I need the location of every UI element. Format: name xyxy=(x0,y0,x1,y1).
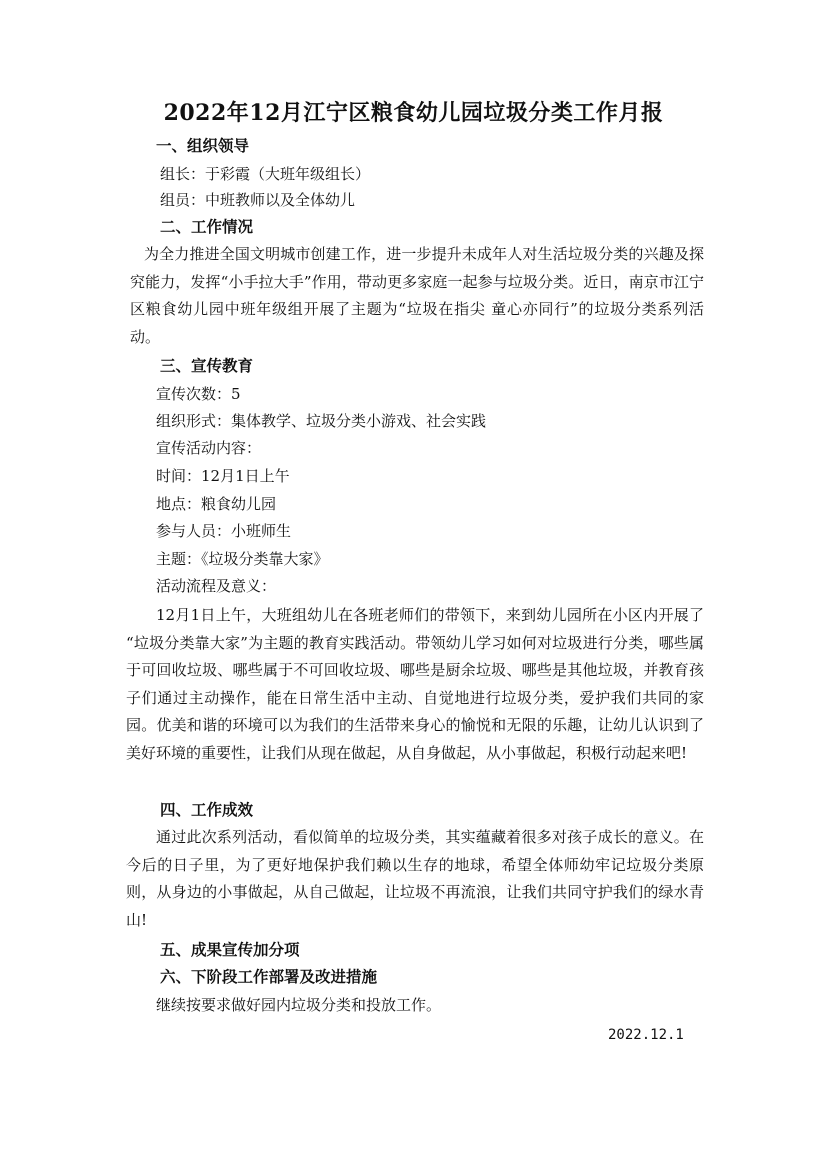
activity-theme: 主题：《垃圾分类靠大家》 xyxy=(156,550,329,568)
activity-process-paragraph: 12月1日上午，大班组幼儿在各班老师们的带领下，来到幼儿园所在小区内开展了 “垃圾分类靠大家”为主题的教育实践活动。带领幼儿学习如何对垃圾进行分类，哪些属于可回收垃圾、哪些属于不可回收垃圾、哪些是厨余垃圾、哪些是其他垃圾，并教育孩子们通过主动操作，能在日常生活中主动、自觉地进行垃圾分类，爱护我们共同的家园。优美和谐的环境可以为我们的生活带来身心的愉悦和无限的乐趣，让幼儿认识到了美好环境的重要性，让我们从现在做起，从自身做起，从小事做起，积极行动起来吧! xyxy=(126,606,704,762)
activity-time: 时间：12月1日上午 xyxy=(156,467,290,485)
report-date: 2022.12.1 xyxy=(608,1027,684,1043)
section-1-heading: 一、组织领导 xyxy=(156,136,250,155)
section-3-heading: 三、宣传教育 xyxy=(160,356,254,375)
activity-content-label: 宣传活动内容： xyxy=(156,439,262,457)
section-5-heading: 五、成果宣传加分项 xyxy=(160,940,300,959)
work-situation-paragraph: 为全力推进全国文明城市创建工作，进一步提升未成年人对生活垃圾分类的兴趣及探究能力，发挥“小手拉大手”作用，带动更多家庭一起参与垃圾分类。近日，南京市江宁区粮食幼儿园中班年级组开展了主题为“垃圾在指尖 童心亦同行”的垃圾分类系列活动。 xyxy=(130,245,704,346)
organization-form: 组织形式：集体教学、垃圾分类小游戏、社会实践 xyxy=(156,412,487,430)
group-leader: 组长：于彩霞（大班年级组长） xyxy=(160,165,371,183)
activity-place: 地点：粮食幼儿园 xyxy=(156,495,277,513)
document-title: 2022年12月江宁区粮食幼儿园垃圾分类工作月报 xyxy=(163,100,664,126)
group-members: 组员：中班教师以及全体幼儿 xyxy=(160,191,356,209)
activity-participants: 参与人员：小班师生 xyxy=(156,522,292,540)
section-2-heading: 二、工作情况 xyxy=(160,217,254,236)
activity-process-label: 活动流程及意义： xyxy=(156,577,277,595)
section-4-heading: 四、工作成效 xyxy=(160,800,254,819)
section-6-heading: 六、下阶段工作部署及改进措施 xyxy=(160,967,378,986)
next-stage-text: 继续按要求做好园内垃圾分类和投放工作。 xyxy=(156,996,442,1014)
publicity-count: 宣传次数：5 xyxy=(156,385,241,403)
work-results-paragraph: 通过此次系列活动，看似简单的垃圾分类，其实蕴藏着很多对孩子成长的意义。在今后的日子里，为了更好地保护我们赖以生存的地球，希望全体师幼牢记垃圾分类原则，从身边的小事做起，从自己做起，让垃圾不再流浪，让我们共同守护我们的绿水青山! xyxy=(126,828,704,929)
